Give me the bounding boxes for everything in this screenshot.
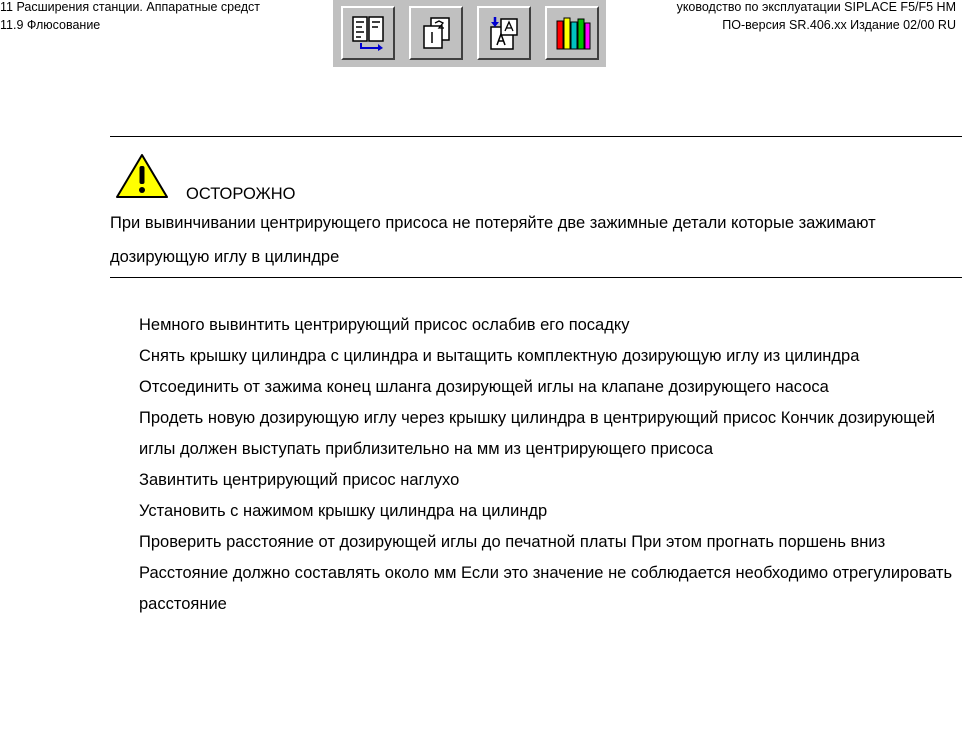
step-item: Снять крышку цилиндра с цилиндра и вытащить комплектную дозирующую иглу из цилиндра [139, 347, 860, 365]
table-of-contents-icon [351, 15, 387, 51]
step-item: Установить с нажимом крышку цилиндра на цилиндр [139, 502, 548, 520]
navigation-toolbar [333, 0, 606, 67]
warning-text: При вывинчивании центрирующего присоса не потеряйте две зажимные детали которые зажимают дозирующую иглу в цилиндре [110, 214, 876, 266]
step-item: Отсоединить от зажима конец шланга дозирующей иглы на клапане дозирующего насоса [139, 378, 829, 396]
step-item: Завинтить центрирующий присос наглухо [139, 471, 460, 489]
pages-button[interactable] [409, 6, 463, 60]
instruction-steps [139, 310, 962, 620]
warning-title: ОСТОРОЖНО [186, 185, 296, 203]
library-books-icon [555, 15, 591, 51]
header-manual-title: уководство по эксплуатации SIPLACE F5/F5 HM [676, 0, 956, 14]
header-version: ПО-версия SR.406.xx Издание 02/00 RU [722, 18, 956, 32]
contents-button[interactable] [341, 6, 395, 60]
pages-icon [419, 15, 455, 51]
header-chapter: 11 Расширения станции. Аппаратные средст [0, 0, 261, 14]
divider-top [110, 136, 962, 137]
header-section: 11.9 Флюсование [0, 18, 101, 32]
search-button[interactable] [477, 6, 531, 60]
step-item: Проверить расстояние от дозирующей иглы до печатной платы При этом прогнать поршень вниз Расстояние должно составлять около мм Если это значение не соблюдается необходимо отрегулировать расстояние [139, 533, 953, 613]
step-item: Продеть новую дозирующую иглу через крышку цилиндра в центрирующий присос Кончик дозирующей иглы должен выступать приблизительно на мм из центрирующего присоса [139, 409, 936, 458]
warning-icon [114, 152, 170, 200]
search-document-icon [487, 15, 523, 51]
divider-bottom [110, 277, 962, 278]
library-button[interactable] [545, 6, 599, 60]
step-item: Немного вывинтить центрирующий присос ослабив его посадку [139, 316, 630, 334]
